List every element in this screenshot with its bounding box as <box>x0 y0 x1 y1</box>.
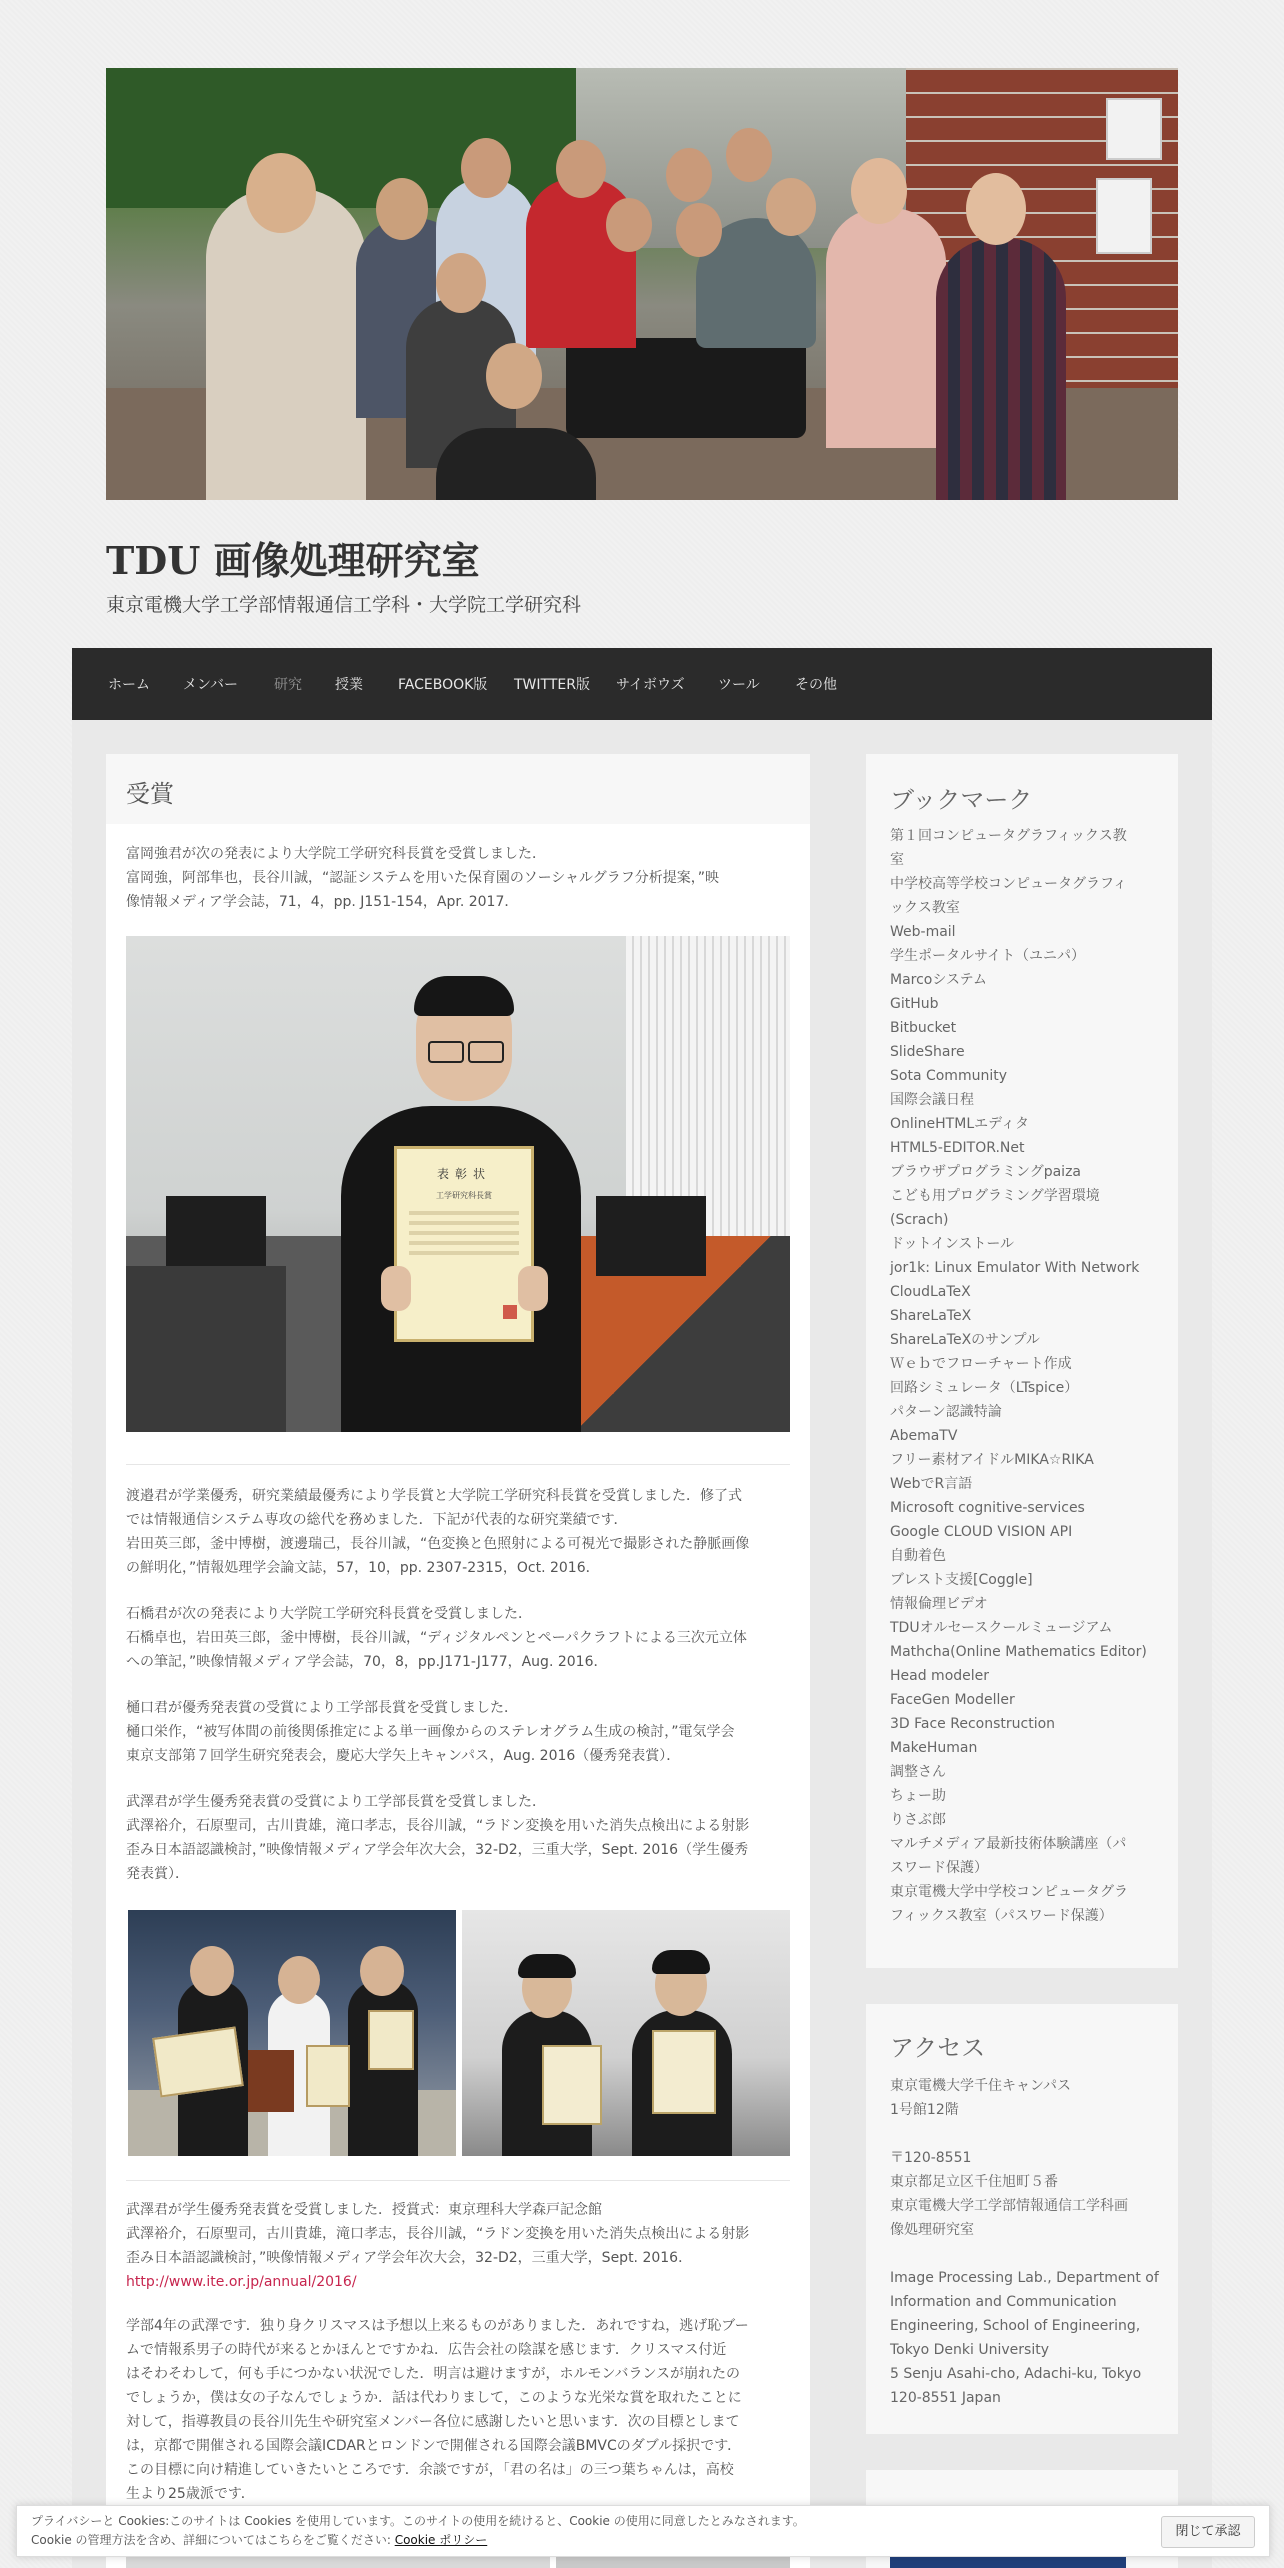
bookmark-link[interactable]: Head modeler <box>890 1668 990 1684</box>
award-photo-group <box>128 1910 456 2156</box>
certificate-subheading: 工学研究科長賞 <box>436 1191 492 1200</box>
post-article <box>106 754 810 2568</box>
access-campus: 東京電機大学千住キャンパス 1号館12階 <box>890 2078 1072 2118</box>
bookmark-link[interactable]: 自動着色 <box>890 1548 946 1564</box>
bookmark-link[interactable]: フリー素材アイドルMIKA☆RIKA <box>890 1452 1094 1468</box>
bookmarks-list <box>890 824 1160 1928</box>
bookmarks-widget <box>866 754 1178 1968</box>
access-title: アクセス <box>890 2034 986 2062</box>
award-photo-certificate <box>126 936 790 1432</box>
bookmark-link[interactable]: 東京電機大学中学校コンピュータグラ フィックス教室（パスワード保護） <box>890 1884 1128 1924</box>
bookmark-link[interactable]: TDUオルセースクールミュージアム <box>890 1620 1113 1636</box>
bookmark-link[interactable]: 第１回コンピュータグラフィックス教 室 <box>890 828 1127 868</box>
bookmark-link[interactable]: HTML5-EDITOR.Net <box>890 1140 1025 1156</box>
bookmark-link[interactable]: 学生ポータルサイト（ユニパ） <box>890 948 1086 964</box>
bookmark-link[interactable]: Google CLOUD VISION API <box>890 1524 1073 1540</box>
bookmark-link[interactable]: ShareLaTeX <box>890 1308 972 1324</box>
award-paragraph: 石橋君が次の発表により大学院工学研究科長賞を受賞しました． 石橋卓也，岩田英三郎，釜中博樹，長谷川誠，“ディジタルペンとペーパクラフトによる三次元立体 への筆記，”映像情報メディア学会誌，70，8，pp.J171-J177，Aug. 2016． <box>126 1606 747 1670</box>
comment-paragraph: 学部4年の武澤です．独り身クリスマスは予想以上来るものがありました．あれですね，逃げ恥ブー ムで情報系男子の時代が来るとかほんとですかね．広告会社の陰謀を感じます．クリスマス付近 はそわそわして，何も手につかない状況でした．明言は避けますが，ホルモンバランスが崩れたの でしょうか，僕は女の子なんでしょうか．話は代わりまして，このような光栄な賞を取れたことに 対して，指導教員の長谷川先生や研究室メンバー各位に感謝したいと思います．次の目標としまて は，京都で開催される国際会議ICDARとロンドンで開催される国際会議BMVCのダブル採択です． この目標に向け精進していきたいところです．余談ですが，「君の名は」の三つ葉ちゃんは，高校 生より25歳派です． <box>126 2318 749 2502</box>
bookmark-link[interactable]: AbemaTV <box>890 1428 958 1444</box>
main-navigation <box>72 648 1212 720</box>
header-image <box>106 68 1178 500</box>
certificate-heading: 表彰状 <box>436 1167 491 1181</box>
site-description: 東京電機大学工学部情報通信工学科・大学院工学研究科 <box>106 594 582 616</box>
bookmark-link[interactable]: パターン認識特論 <box>890 1404 1002 1420</box>
post-title: 受賞 <box>126 780 174 808</box>
cookie-banner <box>16 2505 1270 2557</box>
bookmark-link[interactable]: CloudLaTeX <box>890 1284 971 1300</box>
bookmark-link[interactable]: ドットインストール <box>890 1236 1015 1252</box>
nav-item-facebook[interactable]: FACEBOOK版 <box>398 677 488 693</box>
bookmarks-title: ブックマーク <box>890 786 1033 814</box>
nav-item-classes[interactable]: 授業 <box>335 677 363 693</box>
bookmark-link[interactable]: Ｗｅｂでフローチャート作成 <box>890 1356 1072 1372</box>
bookmark-link[interactable]: FaceGen Modeller <box>890 1692 1015 1708</box>
bookmark-link[interactable]: GitHub <box>890 996 939 1012</box>
bookmark-link[interactable]: りさぶ郎 <box>890 1812 946 1828</box>
close-accept-button[interactable]: 閉じて承認 <box>1161 2516 1255 2548</box>
bookmark-link[interactable]: 国際会議日程 <box>890 1092 974 1108</box>
award-paragraph: 渡邉君が学業優秀，研究業績最優秀により学長賞と大学院工学研究科長賞を受賞しました．修了式 では情報通信システム専攻の総代を務めました．下記が代表的な研究業績です． 岩田英三郎，釜中博樹，渡邊瑞己，長谷川誠，“色変換と色照射による可視光で撮影された静脈画像 の鮮明化，”情報処理学会論文誌，57，10，pp. 2307-2315，Oct. 2016． <box>126 1488 750 1576</box>
award-paragraph: 武澤君が学生優秀発表賞の受賞により工学部長賞を受賞しました． 武澤裕介，石原聖司，古川貴雄，滝口孝志，長谷川誠，“ラドン変換を用いた消失点検出による射影 歪み日本語認識検討，”映像情報メディア学会年次大会，32-D2，三重大学，Sept. 2016（学生優秀 発表賞）． <box>126 1794 750 1882</box>
bookmark-link[interactable]: OnlineHTMLエディタ <box>890 1116 1029 1132</box>
nav-item-twitter[interactable]: TWITTER版 <box>514 677 590 693</box>
bookmark-link[interactable]: ちょー助 <box>890 1788 946 1804</box>
access-address-en: Image Processing Lab., Department of Information and Communication Engineering, School of Engineering, Tokyo Denki University 5 Senju Asahi-cho, Adachi-ku, Tokyo 120-8551 Japan <box>890 2270 1159 2406</box>
bookmark-link[interactable]: 調整さん <box>890 1764 946 1780</box>
bookmark-link[interactable]: ブラウザプログラミングpaiza <box>890 1164 1082 1180</box>
bookmark-link[interactable]: Web-mail <box>890 924 956 940</box>
conference-link[interactable]: http://www.ite.or.jp/annual/2016/ <box>126 2274 357 2290</box>
bookmark-link[interactable]: Bitbucket <box>890 1020 957 1036</box>
cookie-policy-link[interactable]: Cookie ポリシー <box>394 2533 488 2547</box>
site-title[interactable]: TDU 画像処理研究室 <box>106 538 480 583</box>
bookmark-link[interactable]: SlideShare <box>890 1044 965 1060</box>
award-paragraph: 武澤君が学生優秀発表賞を受賞しました．授賞式：東京理科大学森戸記念館 武澤裕介，石原聖司，古川貴雄，滝口孝志，長谷川誠，“ラドン変換を用いた消失点検出による射影 歪み日本語認識検討，”映像情報メディア学会年次大会，32-D2，三重大学，Sept. 2016． http://www.ite.or.jp/annual/2016/ <box>126 2198 790 2294</box>
bookmark-link[interactable]: jor1k: Linux Emulator With Network <box>890 1260 1140 1276</box>
bookmark-link[interactable]: MakeHuman <box>890 1740 978 1756</box>
nav-item-other[interactable]: その他 <box>795 677 837 693</box>
nav-item-cybozu[interactable]: サイボウズ <box>616 677 685 693</box>
access-widget <box>866 2004 1178 2434</box>
bookmark-link[interactable]: ShareLaTeXのサンプル <box>890 1332 1040 1348</box>
bookmark-link[interactable]: こども用プログラミング学習環境 (Scrach) <box>890 1188 1100 1228</box>
bookmark-link[interactable]: Marcoシステム <box>890 972 987 988</box>
nav-item-home[interactable]: ホーム <box>108 677 150 693</box>
divider <box>126 2180 790 2181</box>
bookmark-link[interactable]: マルチメディア最新技術体験講座（パ スワード保護） <box>890 1836 1127 1876</box>
nav-item-members[interactable]: メンバー <box>183 677 239 693</box>
bookmark-link[interactable]: 情報倫理ビデオ <box>890 1596 988 1612</box>
cookie-text: プライバシーと Cookies:このサイトは Cookies を使用しています。このサイトの使用を続けると、Cookie の使用に同意したとみなされます。 Cookie の管理方法を含め、詳細についてはこちらをご覧ください: Cookie ポリシー <box>31 2514 805 2547</box>
nav-item-tools[interactable]: ツール <box>718 677 760 693</box>
bookmark-link[interactable]: 3D Face Reconstruction <box>890 1716 1056 1732</box>
award-paragraph: 富岡強君が次の発表により大学院工学研究科長賞を受賞しました． 富岡強，阿部隼也，長谷川誠，“認証システムを用いた保育園のソーシャルグラフ分析提案，”映 像情報メディア学会誌，71，4，pp. J151-154，Apr. 2017． <box>126 846 719 910</box>
bookmark-link[interactable]: 回路シミュレータ（LTspice） <box>890 1380 1079 1396</box>
award-photo-pair <box>462 1910 790 2156</box>
award-paragraph: 樋口君が優秀発表賞の受賞により工学部長賞を受賞しました． 樋口栄作，“被写体間の前後関係推定による単一画像からのステレオグラム生成の検討，”電気学会 東京支部第７回学生研究発表会，慶応大学矢上キャンパス，Aug. 2016（優秀発表賞）． <box>126 1700 735 1764</box>
divider <box>126 1464 790 1465</box>
bookmark-link[interactable]: WebでR言語 <box>890 1476 973 1492</box>
bookmark-link[interactable]: Mathcha(Online Mathematics Editor) <box>890 1644 1147 1660</box>
bookmark-link[interactable]: ブレスト支援[Coggle] <box>890 1572 1033 1588</box>
nav-item-research[interactable]: 研究 <box>274 677 302 693</box>
bookmark-link[interactable]: 中学校高等学校コンピュータグラフィ ックス教室 <box>890 876 1127 916</box>
post-header <box>106 754 810 824</box>
access-address-ja: 〒120-8551 東京都足立区千住旭町５番 東京電機大学工学部情報通信工学科画 像処理研究室 <box>890 2150 1128 2238</box>
bookmark-link[interactable]: Microsoft cognitive-services <box>890 1500 1085 1516</box>
bookmark-link[interactable]: Sota Community <box>890 1068 1007 1084</box>
